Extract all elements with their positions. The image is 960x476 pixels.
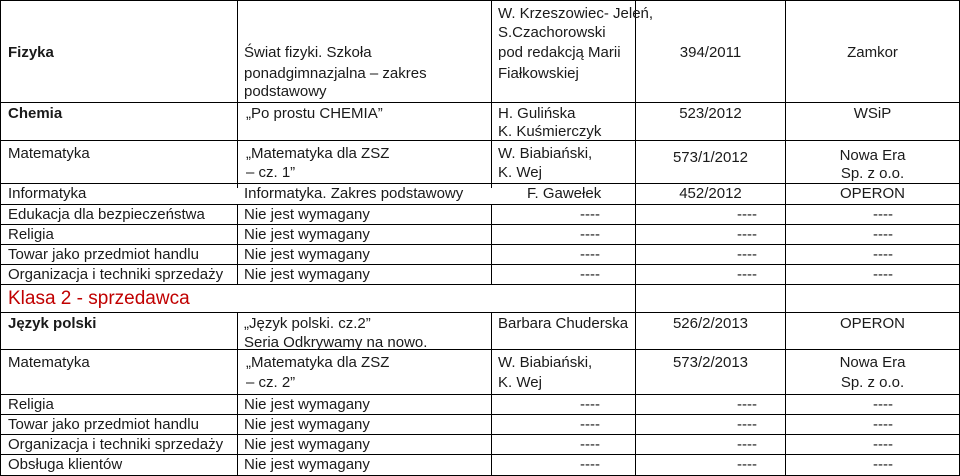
subject-religia-2: Religia <box>8 396 54 413</box>
title-fizyka-l2: ponadgimnazjalna – zakres <box>244 65 427 82</box>
author-organizacja-1: ---- <box>580 266 600 283</box>
author-jezyk-polski: Barbara Chuderska <box>498 315 629 332</box>
author-towar-2: ---- <box>580 416 600 433</box>
number-edukacja: ---- <box>737 206 757 223</box>
number-matematyka-1: 573/1/2012 <box>672 149 749 166</box>
publisher-chemia: WSiP <box>853 105 892 122</box>
subject-towar-1: Towar jako przedmiot handlu <box>8 246 199 263</box>
title-organizacja-1: Nie jest wymagany <box>244 266 370 283</box>
subject-towar-2: Towar jako przedmiot handlu <box>8 416 199 433</box>
number-matematyka-2: 573/2/2013 <box>672 354 749 371</box>
number-chemia: 523/2012 <box>679 105 742 122</box>
grid-line <box>0 0 1 476</box>
grid-line <box>237 0 238 188</box>
grid-line <box>0 394 960 395</box>
author-edukacja: ---- <box>580 206 600 223</box>
author-matematyka-2-l2: K. Wej <box>498 374 542 391</box>
title-chemia: „Po prostu CHEMIA” <box>246 105 383 122</box>
author-obsluga: ---- <box>580 456 600 473</box>
publisher-matematyka-2-l2: Sp. z o.o. <box>840 374 905 391</box>
author-chemia-l2: K. Kuśmierczyk <box>498 123 602 140</box>
number-organizacja-2: ---- <box>737 436 757 453</box>
title-towar-2: Nie jest wymagany <box>244 416 370 433</box>
grid-line <box>491 0 492 188</box>
subject-chemia: Chemia <box>8 105 63 122</box>
number-jezyk-polski: 526/2/2013 <box>672 315 749 332</box>
title-obsluga: Nie jest wymagany <box>244 456 370 473</box>
grid-line <box>0 0 960 1</box>
grid-line <box>0 349 960 350</box>
publisher-obsluga: ---- <box>873 456 893 473</box>
number-organizacja-1: ---- <box>737 266 757 283</box>
title-fizyka-l3: podstawowy <box>244 83 327 100</box>
publisher-matematyka-2-l1: Nowa Era <box>839 354 906 371</box>
publisher-matematyka-1-l2: Sp. z o.o. <box>840 165 905 182</box>
subject-informatyka: Informatyka <box>8 185 87 202</box>
number-religia-1: ---- <box>737 226 757 243</box>
author-towar-1: ---- <box>580 246 600 263</box>
grid-line <box>635 0 636 476</box>
publisher-religia-1: ---- <box>873 226 893 243</box>
author-organizacja-2: ---- <box>580 436 600 453</box>
author-matematyka-1-l2: K. Wej <box>498 164 542 181</box>
subject-matematyka-1: Matematyka <box>8 145 90 162</box>
publisher-towar-1: ---- <box>873 246 893 263</box>
number-religia-2: ---- <box>737 396 757 413</box>
publisher-religia-2: ---- <box>873 396 893 413</box>
section-title: Klasa 2 - sprzedawca <box>8 288 190 309</box>
author-chemia-l1: H. Gulińska <box>498 105 576 122</box>
subject-organizacja-2: Organizacja i techniki sprzedaży <box>8 436 224 453</box>
title-organizacja-2: Nie jest wymagany <box>244 436 370 453</box>
publisher-fizyka: Zamkor <box>847 44 898 61</box>
author-matematyka-2-l1: W. Biabiański, <box>498 354 593 371</box>
number-fizyka: 394/2011 <box>679 44 742 61</box>
author-fizyka-l3: pod redakcją Marii <box>498 44 621 61</box>
author-matematyka-1-l1: W. Biabiański, <box>498 145 593 162</box>
title-matematyka-1-l1: „Matematyka dla ZSZ <box>246 145 390 162</box>
author-religia-1: ---- <box>580 226 600 243</box>
grid-line <box>785 0 786 476</box>
publisher-organizacja-2: ---- <box>873 436 893 453</box>
subject-jezyk-polski: Język polski <box>8 315 97 332</box>
author-religia-2: ---- <box>580 396 600 413</box>
subject-obsluga: Obsługa klientów <box>8 456 123 473</box>
grid-line <box>0 140 960 141</box>
publisher-matematyka-1-l1: Nowa Era <box>839 147 906 164</box>
publisher-jezyk-polski: OPERON <box>839 315 905 332</box>
publisher-towar-2: ---- <box>873 416 893 433</box>
title-religia-1: Nie jest wymagany <box>244 226 370 243</box>
subject-organizacja-1: Organizacja i techniki sprzedaży <box>8 266 224 283</box>
number-obsluga: ---- <box>737 456 757 473</box>
number-towar-1: ---- <box>737 246 757 263</box>
subject-religia-1: Religia <box>8 226 54 243</box>
title-edukacja: Nie jest wymagany <box>244 206 370 223</box>
author-fizyka-l4: Fiałkowskiej <box>498 65 579 82</box>
title-jezyk-polski-l2: Seria Odkrywamy na nowo. <box>244 334 428 351</box>
title-matematyka-2-l2: – cz. 2” <box>246 374 296 391</box>
title-informatyka: Informatyka. Zakres podstawowy <box>244 185 464 202</box>
subject-edukacja: Edukacja dla bezpieczeństwa <box>8 206 205 223</box>
title-towar-1: Nie jest wymagany <box>244 246 370 263</box>
author-fizyka-l1: W. Krzeszowiec- Jeleń, <box>498 5 654 22</box>
title-jezyk-polski-l1: „Język polski. cz.2” <box>244 315 371 332</box>
subject-matematyka-2: Matematyka <box>8 354 90 371</box>
number-informatyka: 452/2012 <box>679 185 742 202</box>
publisher-informatyka: OPERON <box>839 185 905 202</box>
title-matematyka-1-l2: – cz. 1” <box>246 164 296 181</box>
title-matematyka-2-l1: „Matematyka dla ZSZ <box>246 354 390 371</box>
title-religia-2: Nie jest wymagany <box>244 396 370 413</box>
number-towar-2: ---- <box>737 416 757 433</box>
author-fizyka-l2: S.Czachorowski <box>498 24 606 41</box>
subject-fizyka: Fizyka <box>8 44 54 61</box>
title-fizyka-l1: Świat fizyki. Szkoła <box>244 44 372 61</box>
publisher-organizacja-1: ---- <box>873 266 893 283</box>
author-informatyka: F. Gawełek <box>527 185 602 202</box>
publisher-edukacja: ---- <box>873 206 893 223</box>
